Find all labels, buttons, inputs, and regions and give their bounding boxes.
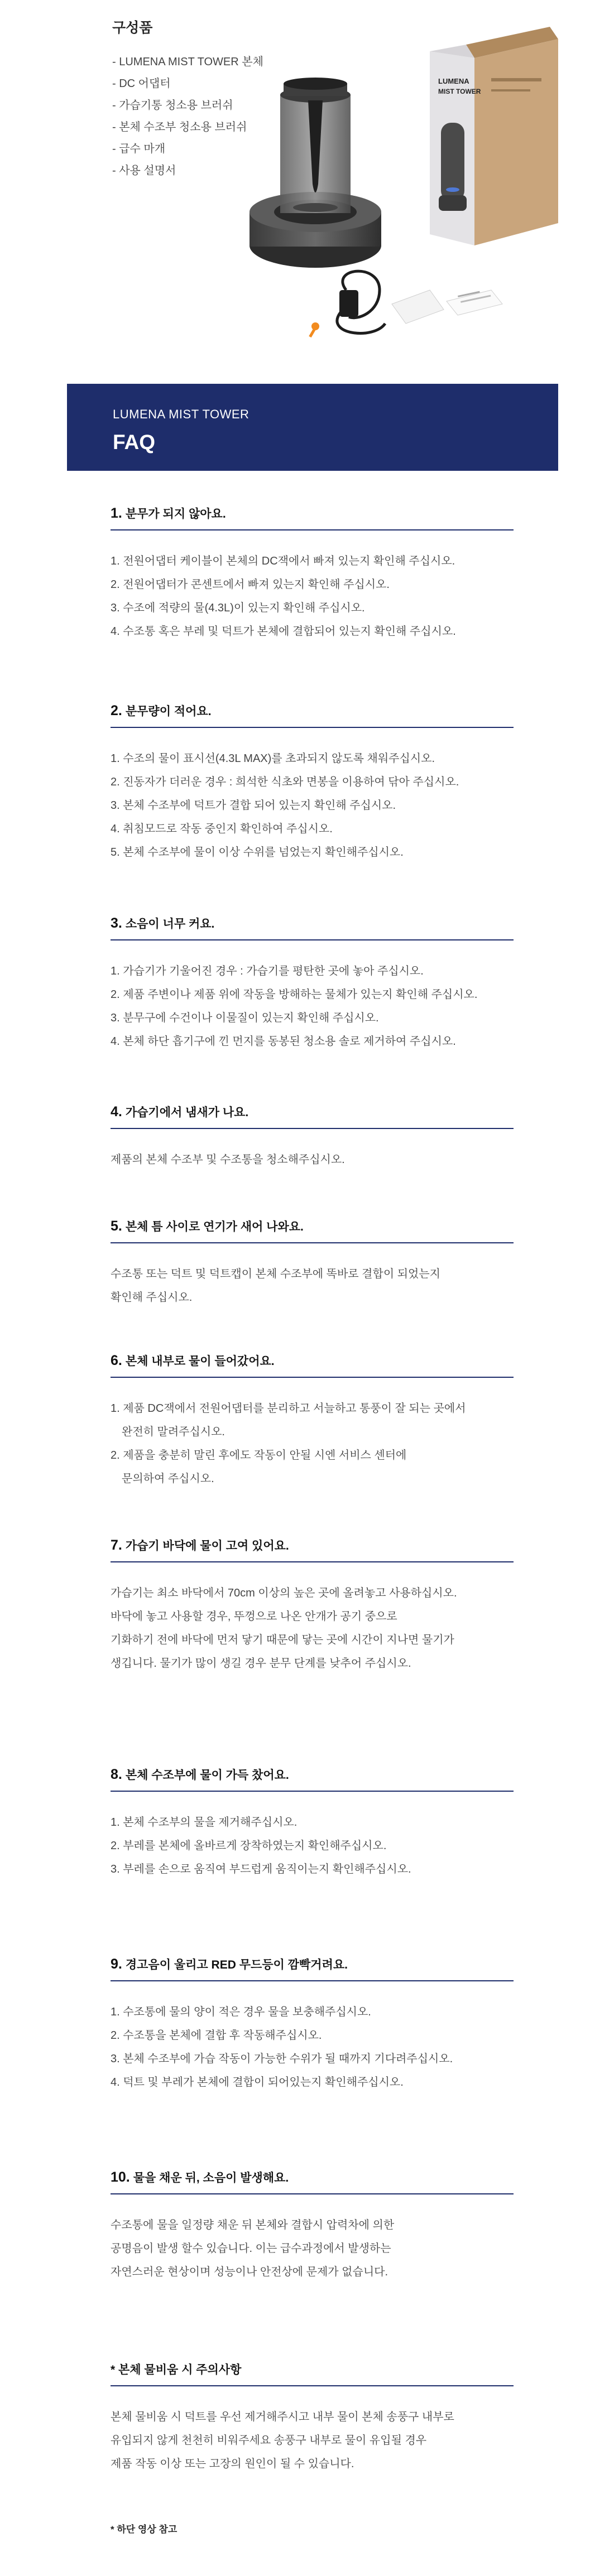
faq-answer-line: 4. 덕트 및 부레가 본체에 결합이 되어있는지 확인해주십시오.: [111, 2076, 404, 2088]
faq-answer-list: [111, 728, 514, 864]
box-product-text: MIST TOWER: [438, 88, 481, 95]
caution-paragraph: [111, 2386, 514, 2476]
faq-number: 2.: [111, 703, 122, 718]
product-box: [430, 27, 558, 245]
faq-question-row: [111, 1352, 514, 1378]
faq-item-1: [111, 505, 514, 643]
product-components-image: [246, 0, 569, 363]
faq-number: 3.: [111, 915, 122, 931]
faq-answer-line: 4. 본체 하단 흡기구에 낀 먼지를 동봉된 청소용 솔로 제거하여 주십시오.: [111, 1035, 456, 1048]
faq-title: FAQ: [113, 431, 156, 454]
faq-answer-list: [111, 1792, 514, 1881]
faq-item-8: [111, 1766, 514, 1881]
faq-item-6: [111, 1352, 514, 1490]
faq-item-9: [111, 1956, 514, 2094]
faq-number: 1.: [111, 505, 122, 521]
faq-number: 8.: [111, 1767, 122, 1782]
faq-answer-line: 2. 수조통을 본체에 결합 후 작동해주십시오.: [111, 2029, 322, 2042]
faq-answer-line: 제품의 본체 수조부 및 수조통을 청소해주십시오.: [111, 1154, 345, 1166]
faq-question: 소음이 너무 커요.: [125, 918, 215, 930]
faq-item-10: [111, 2169, 514, 2284]
faq-answer-line: 3. 본체 수조부에 덕트가 결합 되어 있는지 확인해 주십시오.: [111, 799, 396, 812]
faq-answer-line: 3. 본체 수조부에 가습 작동이 가능한 수위가 될 때까지 기다려주십시오.: [111, 2053, 453, 2065]
faq-answer-line: 생깁니다. 물기가 많이 생길 경우 분무 단계를 낮추어 주십시오.: [111, 1657, 411, 1670]
faq-question-row: [111, 1766, 514, 1792]
faq-question-row: [111, 1218, 514, 1243]
faq-answer-line: 2. 진동자가 더러운 경우 : 희석한 식초와 면봉을 이용하여 닦아 주십시오.: [111, 776, 459, 788]
faq-item-2: [111, 702, 514, 864]
faq-answer-line: 4. 취침모드로 작동 중인지 확인하여 주십시오.: [111, 823, 333, 835]
humidifier-tower: [250, 78, 381, 268]
faq-question-row: [111, 1537, 514, 1562]
faq-answer-paragraph: [111, 1562, 514, 1675]
faq-answer-line: 4. 수조통 혹은 부레 및 덕트가 본체에 결합되어 있는지 확인해 주십시오.: [111, 625, 456, 638]
faq-answer-line: 2. 제품을 충분히 말린 후에도 작동이 안될 시엔 서비스 센터에: [111, 1449, 407, 1461]
faq-number: 5.: [111, 1218, 122, 1234]
faq-answer-line: 2. 전원어댑터가 콘센트에서 빠져 있는지 확인해 주십시오.: [111, 578, 390, 591]
faq-answer-line: 자연스러운 현상이며 성능이나 안전상에 문제가 없습니다.: [111, 2266, 388, 2278]
caution-section: [111, 2361, 514, 2476]
faq-answer-paragraph: [111, 1243, 514, 1309]
faq-answer-line: 확인해 주십시오.: [111, 1291, 193, 1304]
caution-line: 유입되지 않게 천천히 비워주세요 송풍구 내부로 물이 유입될 경우: [111, 2434, 427, 2447]
faq-answer-line: 기화하기 전에 바닥에 먼저 닿기 때문에 닿는 곳에 시간이 지나면 물기가: [111, 1634, 454, 1646]
faq-answer-line: 1. 본체 수조부의 물을 제거해주십시오.: [111, 1816, 298, 1829]
faq-item-4: [111, 1103, 514, 1171]
faq-item-3: [111, 915, 514, 1053]
faq-answer-list: [111, 940, 514, 1053]
faq-answer-paragraph: [111, 2194, 514, 2284]
faq-subtitle: LUMENA MIST TOWER: [113, 407, 250, 421]
faq-question-row: [111, 2169, 514, 2194]
caution-line: 본체 물비움 시 덕트를 우선 제거해주시고 내부 물이 본체 송풍구 내부로: [111, 2411, 454, 2423]
faq-answer-line: 1. 전원어댑터 케이블이 본체의 DC잭에서 빠져 있는지 확인해 주십시오.: [111, 555, 455, 567]
caution-title: * 본체 물비움 시 주의사항: [111, 2363, 242, 2376]
faq-question-row: [111, 1956, 514, 1981]
faq-question: 경고음이 울리고 RED 무드등이 깜빡거려요.: [125, 1958, 348, 1971]
faq-number: 10.: [111, 2169, 130, 2185]
faq-answer-line: 2. 제품 주변이나 제품 위에 작동을 방해하는 물체가 있는지 확인해 주십시오.: [111, 988, 478, 1001]
components-list: [112, 51, 263, 182]
faq-number: 6.: [111, 1353, 122, 1368]
faq-answer-line: 바닥에 놓고 사용할 경우, 뚜껑으로 나온 안개가 공기 중으로: [111, 1610, 397, 1623]
faq-answer-line: 공명음이 발생 할수 있습니다. 이는 급수과정에서 발생하는: [111, 2242, 391, 2255]
faq-answer-line: 1. 제품 DC잭에서 전원어댑터를 분리하고 서늘하고 통풍이 잘 되는 곳에서: [111, 1402, 466, 1415]
faq-question: 분무량이 적어요.: [125, 705, 212, 718]
component-item: - LUMENA MIST TOWER 본체: [112, 56, 263, 68]
faq-question: 본체 내부로 물이 들어갔어요.: [125, 1355, 275, 1368]
box-brand-text: LUMENA: [438, 77, 469, 85]
faq-question: 물을 채운 뒤, 소음이 발생해요.: [133, 2172, 289, 2184]
faq-question-row: [111, 702, 514, 728]
faq-header: [67, 384, 558, 471]
caution-title-row: [111, 2361, 514, 2386]
faq-question-row: [111, 915, 514, 940]
faq-answer-line: 가습기는 최소 바닥에서 70cm 이상의 높은 곳에 올려놓고 사용하십시오.: [111, 1587, 457, 1599]
faq-question-row: [111, 1103, 514, 1129]
faq-answer-line: 3. 부레를 손으로 움직여 부드럽게 움직이는지 확인해주십시오.: [111, 1863, 411, 1875]
component-item: - 급수 마개: [112, 143, 166, 155]
faq-answer-line: 수조통 또는 덕트 및 덕트캡이 본체 수조부에 똑바로 결합이 되었는지: [111, 1268, 440, 1280]
faq-answer-line: 2. 부레를 본체에 올바르게 장착하였는지 확인해주십시오.: [111, 1840, 387, 1852]
faq-question: 본체 틈 사이로 연기가 새어 나와요.: [125, 1221, 304, 1233]
faq-answer-line: 1. 수조의 물이 표시선(4.3L MAX)를 초과되지 않도록 채워주십시오.: [111, 752, 435, 765]
faq-answer-line: 3. 수조에 적량의 물(4.3L)이 있는지 확인해 주십시오.: [111, 602, 365, 614]
faq-item-7: [111, 1537, 514, 1675]
component-item: - DC 어댑터: [112, 78, 171, 90]
faq-item-5: [111, 1218, 514, 1309]
faq-question: 가습기 바닥에 물이 고여 있어요.: [125, 1540, 289, 1552]
video-reference-note: * 하단 영상 참고: [111, 2524, 178, 2535]
faq-answer-list: [111, 530, 514, 643]
component-item: - 가습기통 청소용 브러쉬: [112, 99, 233, 112]
faq-question: 본체 수조부에 물이 가득 찼어요.: [125, 1769, 289, 1782]
faq-answer-line: 1. 수조통에 물의 양이 적은 경우 물을 보충해주십시오.: [111, 2006, 371, 2018]
faq-answer-line: 문의하여 주십시오.: [122, 1473, 214, 1485]
caution-line: 제품 작동 이상 또는 고장의 원인이 될 수 있습니다.: [111, 2458, 354, 2470]
components-section: [0, 0, 614, 385]
component-item: - 본체 수조부 청소용 브러쉬: [112, 121, 247, 133]
faq-answer-line: 수조통에 물을 일정량 채운 뒤 본체와 결합시 압력차에 의한: [111, 2219, 395, 2231]
component-item: - 사용 설명서: [112, 165, 176, 177]
faq-number: 7.: [111, 1537, 122, 1553]
faq-question: 분무가 되지 않아요.: [125, 508, 226, 520]
components-title: 구성품: [112, 20, 153, 36]
faq-number: 4.: [111, 1104, 122, 1120]
faq-answer-line: 완전히 말려주십시오.: [122, 1426, 225, 1438]
faq-answer-list: [111, 1981, 514, 2094]
faq-answer-list: [111, 1378, 514, 1490]
faq-question: 가습기에서 냄새가 나요.: [125, 1106, 249, 1119]
accessories: [309, 271, 502, 337]
faq-answer-line: 1. 가습기가 기울어진 경우 : 가습기를 평탄한 곳에 놓아 주십시오.: [111, 965, 424, 977]
faq-answer-line: 5. 본체 수조부에 물이 이상 수위를 넘었는지 확인해주십시오.: [111, 846, 404, 858]
faq-answer-line: 3. 분무구에 수건이나 이물질이 있는지 확인해 주십시오.: [111, 1012, 379, 1024]
faq-question-row: [111, 505, 514, 530]
faq-number: 9.: [111, 1956, 122, 1972]
